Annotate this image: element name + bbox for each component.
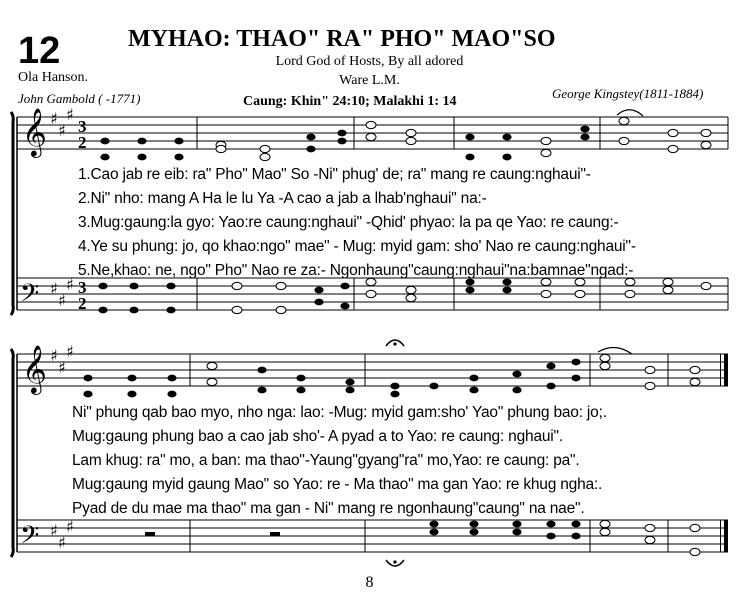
svg-text:2: 2	[78, 294, 87, 313]
svg-text:3: 3	[78, 278, 87, 297]
svg-text:♯: ♯	[58, 291, 66, 310]
svg-text:♯: ♯	[50, 279, 58, 298]
arranger-credit: Ola Hanson.	[18, 70, 88, 85]
lyricist-credit: John Gambold ( -1771)	[18, 91, 141, 106]
svg-text:♯: ♯	[50, 521, 58, 540]
final-barline	[720, 354, 728, 552]
hymn-number: 12	[18, 30, 61, 72]
verse-line-1-1: 1.Cao jab re eib: ra" Pho" Mao" So -Ni" phug' de; ra" mang re caung:nghaui"-	[78, 166, 591, 183]
verse-line-2-5: Pyad de du mae ma thao" ma gan - Ni" mang re ngonhaung"caung" na nae".	[72, 500, 585, 517]
svg-text:2: 2	[78, 133, 87, 152]
slur-icon	[598, 347, 632, 354]
svg-text:♯: ♯	[50, 346, 58, 365]
treble-clef-icon: 𝄞	[22, 344, 47, 393]
bass-clef-icon: 𝄢	[20, 521, 40, 556]
notes-system-1-bass	[98, 278, 711, 313]
tune-meter: Ware L.M.	[339, 73, 400, 88]
bass-staff-2	[17, 520, 728, 552]
hymn-subtitle: Lord God of Hosts, By all adored	[275, 54, 464, 69]
verse-line-1-4: 4.Ye su phung: jo, qo khao:ngo" mae" - Mug: myid gam: sho' Nao re caung:nghaui"-	[78, 238, 636, 255]
svg-text:♯: ♯	[66, 517, 74, 536]
svg-text:♯: ♯	[58, 358, 66, 377]
verse-line-2-4: Mug:gaung myid gaung Mao" so Yao: re - Ma thao" ma gan Yao: re khug ngha:.	[72, 476, 603, 493]
verse-line-1-2: 2.Ni" nho: mang A Ha le lu Ya -A cao a jab a lhab'nghaui" na:-	[78, 190, 487, 207]
svg-text:♯: ♯	[50, 109, 58, 128]
verse-line-1-3: 3.Mug:gaung:la gyo: Yao:re caung:nghaui" -Qhid' phyao: la pa qe Yao: re caung:-	[78, 214, 619, 231]
notes-system-2-treble	[83, 354, 700, 397]
notes-system-2-bass	[145, 520, 700, 555]
key-signature-sharps	[50, 105, 74, 552]
svg-text:♯: ♯	[66, 275, 74, 294]
bass-clef-icon: 𝄢	[20, 279, 40, 314]
verse-line-1-5: 5.Ne,khao: ne, ngo" Pho" Nao re za:- Ngonhaung"caung:nghaui"na:bamnae"ngad:-	[78, 262, 634, 279]
page-number: 8	[365, 574, 374, 591]
svg-text:♯: ♯	[58, 533, 66, 552]
verse-line-2-1: Ni" phung qab bao myo, nho nga: lao: -Mug: myid gam:sho' Yao" phung bao: jo;.	[72, 404, 607, 421]
verse-line-2-3: Lam khug: ra" mo, a ban: ma thao"-Yaung"gyang"ra" mo,Yao: re caung: pa".	[72, 452, 580, 469]
treble-staff-2	[17, 354, 728, 386]
hymn-title: MYHAO: THAO" RA" PHO" MAO"SO	[128, 26, 556, 52]
svg-text:♯: ♯	[66, 342, 74, 361]
svg-text:3: 3	[78, 117, 87, 136]
verse-line-2-2: Mug:gaung phung bao a cao jab sho'- A pyad a to Yao: re caung: nghaui".	[72, 428, 563, 445]
treble-clef-icon: 𝄞	[22, 107, 47, 156]
svg-text:♯: ♯	[66, 105, 74, 124]
notes-system-1-treble	[100, 117, 711, 160]
svg-text:♯: ♯	[58, 121, 66, 140]
composer-credit: George Kingstey(1811-1884)	[552, 86, 704, 101]
slur-icon	[617, 110, 643, 116]
scripture-reference: Caung: Khin" 24:10; Malakhi 1: 14	[243, 94, 457, 109]
